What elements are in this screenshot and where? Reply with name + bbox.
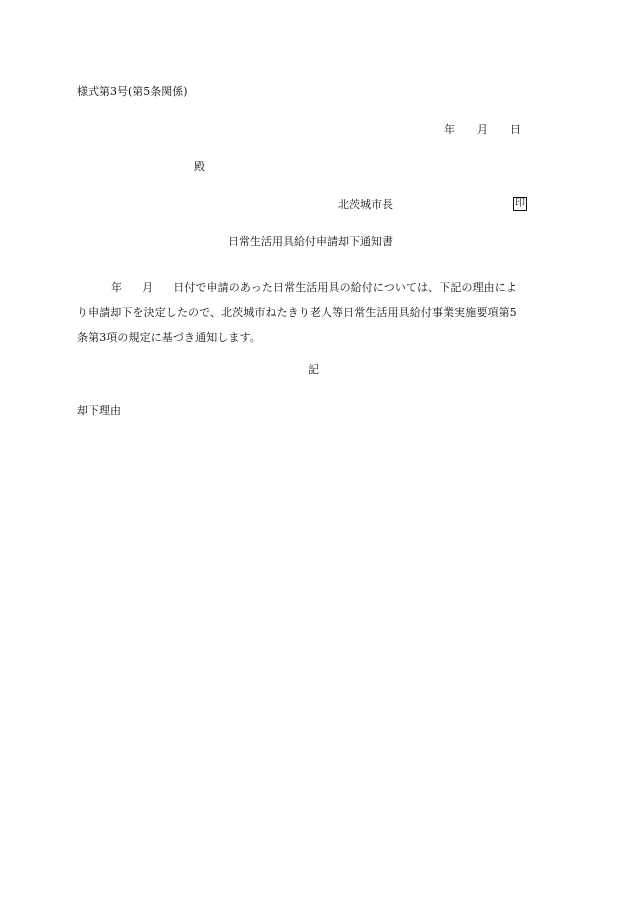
ki-heading: 記 — [308, 363, 319, 376]
document-title: 日常生活用具給付申請却下通知書 — [228, 235, 393, 248]
body-line-3: 条第3項の規定に基づき通知します。 — [77, 331, 261, 344]
date-line — [444, 123, 521, 137]
body-line-1 — [77, 275, 552, 300]
body-year: 年 — [111, 281, 123, 294]
body-month: 月 — [142, 281, 154, 294]
reason-label: 却下理由 — [77, 404, 121, 417]
addressee: 殿 — [194, 160, 205, 173]
sender-name: 北茨城市長 — [338, 198, 393, 211]
seal-mark: 印 — [515, 198, 525, 209]
body-line-2: り申請却下を決定したので、北茨城市ねたきり老人等日常生活用具給付事業実施要項第5 — [77, 306, 517, 319]
body-line-1-text: 日付で申請のあった日常生活用具の給付については、下記の理由によ — [173, 281, 517, 294]
date-year: 年 — [444, 123, 455, 136]
body-paragraph — [77, 275, 552, 350]
form-number: 様式第3号(第5条関係) — [77, 85, 188, 98]
date-day: 日 — [510, 123, 521, 136]
date-month: 月 — [477, 123, 488, 136]
